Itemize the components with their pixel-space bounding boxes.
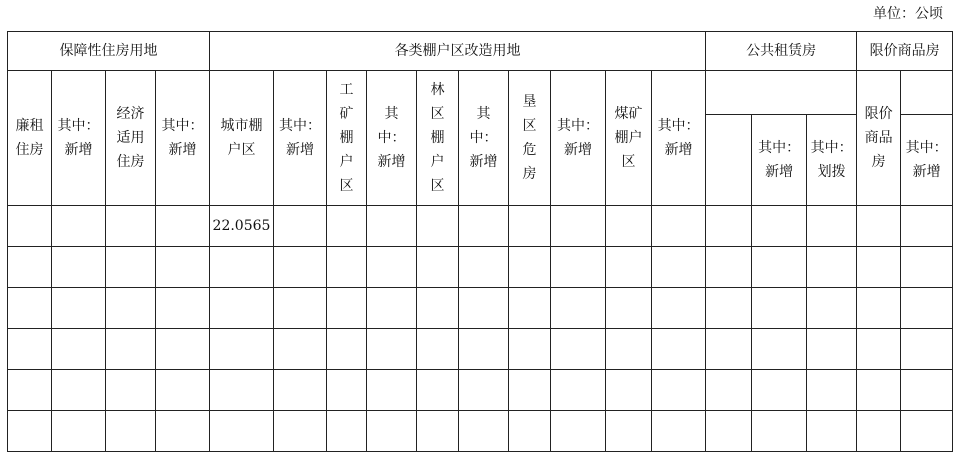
col-new-7: 其中：新增 xyxy=(652,71,706,206)
col-new-5: 其中：新增 xyxy=(459,71,509,206)
table-cell xyxy=(857,247,901,288)
table-cell xyxy=(417,370,459,411)
col-new-4: 其中：新增 xyxy=(367,71,417,206)
table-cell xyxy=(509,370,551,411)
table-cell xyxy=(459,247,509,288)
table-cell xyxy=(459,411,509,452)
table-cell xyxy=(901,411,953,452)
table-cell xyxy=(606,206,652,247)
table-cell xyxy=(417,411,459,452)
table-cell xyxy=(106,370,156,411)
table-cell xyxy=(901,206,953,247)
table-cell xyxy=(652,329,706,370)
table-row xyxy=(8,370,953,411)
table-cell xyxy=(752,329,807,370)
table-row xyxy=(8,206,953,247)
table-cell xyxy=(327,288,367,329)
table-cell xyxy=(156,206,210,247)
table-body xyxy=(8,206,953,452)
table-cell xyxy=(210,247,274,288)
table-cell xyxy=(106,329,156,370)
group-affordable-housing: 保障性住房用地 xyxy=(8,32,210,71)
table-cell xyxy=(417,329,459,370)
col-new-8: 其中：新增 xyxy=(752,115,807,206)
table-cell xyxy=(156,370,210,411)
table-cell xyxy=(857,329,901,370)
table-cell xyxy=(367,206,417,247)
table-cell xyxy=(459,288,509,329)
table-cell xyxy=(417,247,459,288)
table-row xyxy=(8,329,953,370)
table-cell xyxy=(706,206,752,247)
table-cell xyxy=(551,370,606,411)
table-cell xyxy=(156,411,210,452)
table-cell xyxy=(367,370,417,411)
table-cell xyxy=(807,247,857,288)
land-supply-table xyxy=(7,31,953,452)
table-cell xyxy=(509,411,551,452)
table-cell xyxy=(807,370,857,411)
table-cell xyxy=(752,411,807,452)
col-public-rental-total xyxy=(706,115,752,206)
table-cell xyxy=(857,411,901,452)
table-cell xyxy=(274,329,327,370)
table-cell xyxy=(327,370,367,411)
table-cell xyxy=(606,288,652,329)
table-cell xyxy=(417,288,459,329)
table-cell xyxy=(367,247,417,288)
table-row xyxy=(8,247,953,288)
table-cell xyxy=(52,411,106,452)
table-cell xyxy=(706,411,752,452)
table-cell xyxy=(8,288,52,329)
table-cell xyxy=(274,411,327,452)
table-cell xyxy=(52,288,106,329)
table-cell xyxy=(706,288,752,329)
table-cell xyxy=(417,206,459,247)
table-cell xyxy=(752,206,807,247)
table-cell xyxy=(752,288,807,329)
table-cell xyxy=(210,370,274,411)
table-cell xyxy=(367,288,417,329)
table-cell xyxy=(156,247,210,288)
table-cell xyxy=(156,288,210,329)
table-cell xyxy=(706,247,752,288)
table-cell xyxy=(652,411,706,452)
col-forest-shanty: 林区棚户区 xyxy=(417,71,459,206)
table-cell xyxy=(606,411,652,452)
table-cell xyxy=(752,370,807,411)
subheader-spacer-row xyxy=(8,71,953,115)
table-cell xyxy=(459,329,509,370)
table-cell xyxy=(459,370,509,411)
table-cell xyxy=(652,247,706,288)
table-cell xyxy=(551,206,606,247)
table-cell xyxy=(807,206,857,247)
table-cell xyxy=(156,329,210,370)
table-cell xyxy=(807,411,857,452)
table-cell xyxy=(807,329,857,370)
table-cell xyxy=(274,247,327,288)
table-row xyxy=(8,288,953,329)
table-cell xyxy=(8,411,52,452)
table-cell xyxy=(52,370,106,411)
group-price-limited: 限价商品房 xyxy=(857,32,953,71)
table-cell xyxy=(551,411,606,452)
table-cell xyxy=(857,370,901,411)
table-cell xyxy=(752,247,807,288)
table-cell xyxy=(327,247,367,288)
table-cell: 22.0565 xyxy=(210,206,274,247)
table-cell xyxy=(327,206,367,247)
table-cell xyxy=(509,288,551,329)
table-cell xyxy=(327,329,367,370)
table-cell xyxy=(106,247,156,288)
table-cell xyxy=(857,206,901,247)
table-cell xyxy=(901,288,953,329)
col-allocated: 其中：划拨 xyxy=(807,115,857,206)
col-jingji-housing: 经济适用住房 xyxy=(106,71,156,206)
col-reclaim-shanty: 垦区危房 xyxy=(509,71,551,206)
group-header-row xyxy=(8,32,953,71)
table-cell xyxy=(606,370,652,411)
group-public-rental: 公共租赁房 xyxy=(706,32,857,71)
group-shanty-renovation: 各类棚户区改造用地 xyxy=(210,32,706,71)
col-lianzu-housing: 廉租住房 xyxy=(8,71,52,206)
table-cell xyxy=(106,288,156,329)
table-cell xyxy=(551,329,606,370)
table-cell xyxy=(106,206,156,247)
table-cell xyxy=(210,288,274,329)
table-cell xyxy=(8,247,52,288)
table-cell xyxy=(274,206,327,247)
table-cell xyxy=(274,370,327,411)
table-cell xyxy=(606,329,652,370)
table-cell xyxy=(459,206,509,247)
table-cell xyxy=(652,370,706,411)
table-cell xyxy=(106,411,156,452)
col-city-shanty: 城市棚户区 xyxy=(210,71,274,206)
table-cell xyxy=(509,206,551,247)
col-new-9: 其中：新增 xyxy=(901,115,953,206)
table-cell xyxy=(509,247,551,288)
table-cell xyxy=(901,370,953,411)
table-cell xyxy=(901,247,953,288)
col-new-2: 其中：新增 xyxy=(156,71,210,206)
col-new-1: 其中：新增 xyxy=(52,71,106,206)
table-cell xyxy=(551,288,606,329)
table-cell xyxy=(367,329,417,370)
table-cell xyxy=(706,329,752,370)
table-cell xyxy=(652,288,706,329)
col-mining-shanty: 工矿棚户区 xyxy=(327,71,367,206)
table-cell xyxy=(327,411,367,452)
table-cell xyxy=(52,247,106,288)
col-coal-shanty: 煤矿棚户区 xyxy=(606,71,652,206)
table-cell xyxy=(8,370,52,411)
col-new-3: 其中：新增 xyxy=(274,71,327,206)
unit-label: 单位：公顷 xyxy=(873,6,943,22)
table-cell xyxy=(8,329,52,370)
table-cell xyxy=(652,206,706,247)
table-cell xyxy=(274,288,327,329)
table-row xyxy=(8,411,953,452)
table-cell xyxy=(551,247,606,288)
col-new-6: 其中：新增 xyxy=(551,71,606,206)
table-cell xyxy=(8,206,52,247)
public-rental-spacer xyxy=(706,71,857,115)
col-price-limited-housing: 限价商品房 xyxy=(857,71,901,206)
table-cell xyxy=(706,370,752,411)
table-cell xyxy=(210,411,274,452)
table-cell xyxy=(367,411,417,452)
table-cell xyxy=(52,206,106,247)
table-cell xyxy=(210,329,274,370)
table-cell xyxy=(807,288,857,329)
table-cell xyxy=(606,247,652,288)
table-cell xyxy=(52,329,106,370)
table-cell xyxy=(509,329,551,370)
price-limited-spacer xyxy=(901,71,953,115)
table-cell xyxy=(857,288,901,329)
table-cell xyxy=(901,329,953,370)
